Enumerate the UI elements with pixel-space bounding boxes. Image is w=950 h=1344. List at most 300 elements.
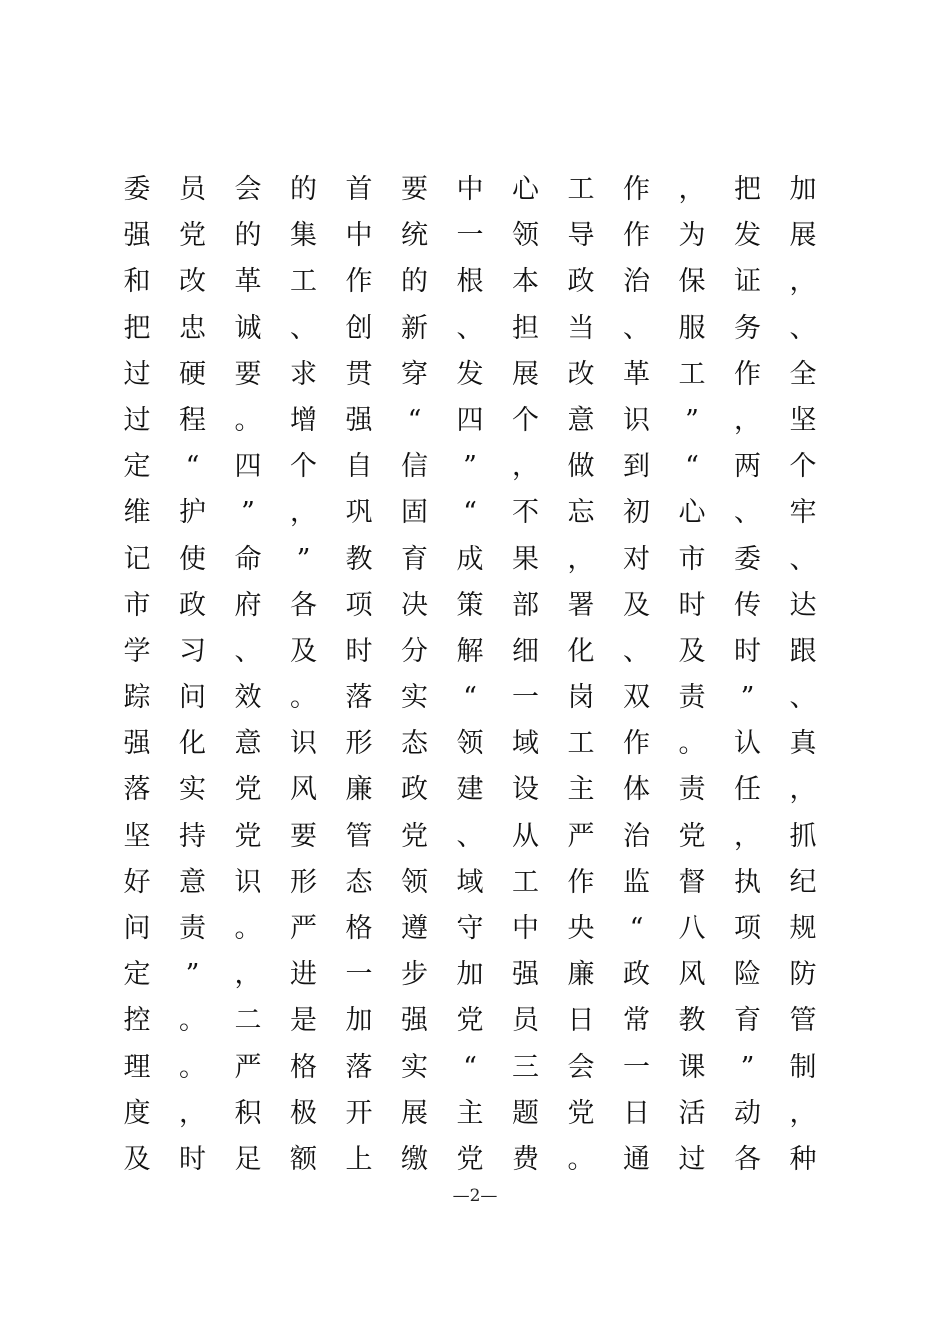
text-char: ” <box>740 682 755 714</box>
text-char: 解 <box>456 635 484 667</box>
text-char: 态 <box>401 728 428 760</box>
text-char: 政 <box>623 959 650 991</box>
text-char: 落 <box>123 774 151 806</box>
text-char: 种 <box>789 1143 817 1175</box>
text-char: 八 <box>678 913 706 944</box>
text-char: 各 <box>734 1143 761 1175</box>
text-char: 治 <box>623 820 650 852</box>
text-char: 四 <box>234 451 262 483</box>
text-char: 、 <box>789 312 817 344</box>
text-char: 习 <box>179 635 206 667</box>
text-char: 维 <box>123 497 151 529</box>
text-char: 保 <box>678 266 706 298</box>
text-char: 责 <box>678 682 706 714</box>
text-char: “ <box>629 913 644 944</box>
text-char: 府 <box>234 589 262 621</box>
text-char: “ <box>185 451 200 483</box>
text-char: 心 <box>678 497 706 529</box>
text-char: 作 <box>623 728 650 760</box>
text-char: 实 <box>401 682 428 714</box>
text-char: 穿 <box>401 358 428 390</box>
text-char: 心 <box>512 174 539 205</box>
text-char: ， <box>179 1097 206 1129</box>
text-char: 固 <box>401 497 428 529</box>
text-char: 中 <box>456 174 484 205</box>
text-char: 主 <box>567 774 595 806</box>
text-char: 问 <box>179 682 206 714</box>
text-char: 规 <box>789 913 817 944</box>
text-char: 设 <box>512 774 539 806</box>
text-char: 、 <box>234 635 262 667</box>
text-char: 领 <box>456 728 484 760</box>
text-char: 诚 <box>234 312 262 344</box>
text-char: 根 <box>456 266 484 298</box>
text-char: 命 <box>234 543 262 575</box>
text-char: 决 <box>401 589 428 621</box>
text-char: 费 <box>512 1143 539 1175</box>
text-char: 缴 <box>401 1143 428 1175</box>
text-char: 加 <box>345 1005 373 1037</box>
text-char: 。 <box>179 1005 206 1037</box>
text-char: 本 <box>512 266 539 298</box>
text-char: 一 <box>345 959 373 991</box>
text-char: 细 <box>512 635 539 667</box>
text-char: 和 <box>123 266 151 298</box>
text-char: 个 <box>512 404 539 436</box>
text-char: 策 <box>456 589 484 621</box>
text-char: 遵 <box>401 913 428 944</box>
text-char: 统 <box>401 220 428 252</box>
text-char: 过 <box>123 404 151 436</box>
text-char: 强 <box>345 404 373 436</box>
text-char: 一 <box>456 220 484 252</box>
text-char: ” <box>241 497 255 529</box>
text-char: 强 <box>512 959 539 991</box>
text-char: 域 <box>512 728 539 760</box>
text-char: 岗 <box>567 682 595 714</box>
text-char: 委 <box>123 174 151 205</box>
text-char: 实 <box>401 1051 428 1083</box>
text-char: 时 <box>345 635 373 667</box>
text-char: 建 <box>456 774 484 806</box>
text-char: 发 <box>734 220 761 252</box>
text-char: 展 <box>789 220 817 252</box>
text-char: 严 <box>567 820 595 852</box>
text-char: 中 <box>512 913 539 944</box>
text-char: 化 <box>567 635 595 667</box>
text-char: 格 <box>290 1051 317 1083</box>
text-char: 强 <box>123 220 151 252</box>
text-char: 从 <box>512 820 539 852</box>
text-char: 政 <box>401 774 428 806</box>
text-char: 护 <box>179 497 206 529</box>
text-char: 时 <box>678 589 706 621</box>
text-char: 意 <box>567 404 595 436</box>
text-char: ， <box>789 774 817 806</box>
text-char: 问 <box>123 913 151 944</box>
text-char: 一 <box>512 682 539 714</box>
text-char: 革 <box>623 358 650 390</box>
text-line <box>110 259 830 305</box>
text-char: 信 <box>401 451 428 483</box>
text-char: 初 <box>623 497 650 529</box>
text-char: 足 <box>234 1143 262 1175</box>
text-char: 课 <box>678 1051 706 1083</box>
text-char: ， <box>290 497 317 529</box>
text-line <box>110 583 830 629</box>
text-line <box>110 721 830 767</box>
text-char: 改 <box>567 358 595 390</box>
text-char: 动 <box>734 1097 761 1129</box>
text-char: 政 <box>179 589 206 621</box>
text-char: ， <box>734 404 761 436</box>
text-char: 证 <box>734 266 761 298</box>
text-char: 集 <box>290 220 317 252</box>
text-char: 意 <box>234 728 262 760</box>
text-char: 认 <box>734 728 761 760</box>
text-char: 政 <box>567 266 595 298</box>
text-char: 、 <box>456 312 484 344</box>
text-char: 题 <box>512 1097 539 1129</box>
text-line <box>110 998 830 1044</box>
text-char: 记 <box>123 543 151 575</box>
text-char: 领 <box>401 866 428 898</box>
text-char: 教 <box>345 543 373 575</box>
text-char: 果 <box>512 543 539 575</box>
text-char: 及 <box>290 635 317 667</box>
text-char: ” <box>740 1051 755 1083</box>
text-char: 作 <box>623 174 650 205</box>
text-char: 一 <box>623 1051 650 1083</box>
text-char: 硬 <box>179 358 206 390</box>
text-char: 额 <box>290 1143 317 1175</box>
text-char: 、 <box>789 543 817 575</box>
text-char: 党 <box>456 1005 484 1037</box>
text-char: 制 <box>789 1051 817 1083</box>
text-char: 贯 <box>345 358 373 390</box>
text-char: 加 <box>456 959 484 991</box>
text-char: 化 <box>179 728 206 760</box>
text-char: 廉 <box>567 959 595 991</box>
body-text <box>110 167 830 1183</box>
text-char: “ <box>685 451 699 483</box>
text-char: 态 <box>345 866 373 898</box>
text-char: 求 <box>290 358 317 390</box>
text-char: 成 <box>456 543 484 575</box>
text-line <box>110 1137 830 1183</box>
text-char: 持 <box>179 820 206 852</box>
text-char: 极 <box>290 1097 317 1129</box>
text-char: 严 <box>234 1051 262 1083</box>
text-char: ， <box>512 451 539 483</box>
text-char: 。 <box>234 913 262 944</box>
text-char: 党 <box>567 1097 595 1129</box>
text-char: 落 <box>345 682 373 714</box>
text-char: 步 <box>401 959 428 991</box>
text-char: 好 <box>123 866 151 898</box>
text-char: 体 <box>623 774 650 806</box>
text-char: 过 <box>123 358 151 390</box>
text-char: 险 <box>734 959 761 991</box>
text-char: 抓 <box>789 820 817 852</box>
text-line <box>110 167 830 213</box>
text-char: 任 <box>734 774 761 806</box>
text-char: 形 <box>345 728 373 760</box>
text-char: 把 <box>734 174 761 205</box>
text-line <box>110 490 830 536</box>
text-char: 定 <box>123 451 151 483</box>
text-char: 党 <box>234 774 262 806</box>
text-char: 及 <box>623 589 650 621</box>
text-line <box>110 814 830 860</box>
text-char: 严 <box>290 913 317 944</box>
text-char: “ <box>463 1051 477 1083</box>
text-char: 巩 <box>345 497 373 529</box>
text-char: ， <box>678 174 706 205</box>
text-char: 党 <box>456 1143 484 1175</box>
text-char: 党 <box>179 220 206 252</box>
text-char: ” <box>296 543 311 575</box>
text-char: 识 <box>290 728 317 760</box>
text-char: 自 <box>345 451 373 483</box>
text-char: 委 <box>734 543 761 575</box>
text-char: 服 <box>678 312 706 344</box>
text-char: 作 <box>623 220 650 252</box>
text-char: 日 <box>623 1097 650 1129</box>
text-char: 形 <box>290 866 317 898</box>
text-char: 风 <box>290 774 317 806</box>
text-char: 域 <box>456 866 484 898</box>
text-char: ， <box>734 820 761 852</box>
text-char: 管 <box>345 820 373 852</box>
text-char: 担 <box>512 312 539 344</box>
text-char: 发 <box>456 358 484 390</box>
text-char: “ <box>463 682 477 714</box>
text-line <box>110 537 830 583</box>
text-char: 务 <box>734 312 761 344</box>
text-char: 增 <box>290 404 317 436</box>
text-char: 积 <box>234 1097 262 1129</box>
text-char: 进 <box>290 959 317 991</box>
page-number: —2— <box>452 1186 498 1206</box>
text-char: 定 <box>123 959 151 991</box>
text-char: 领 <box>512 220 539 252</box>
text-char: 的 <box>401 266 428 298</box>
text-char: 导 <box>567 220 595 252</box>
text-char: 、 <box>623 635 650 667</box>
text-line <box>110 444 830 490</box>
text-char: ” <box>185 959 200 991</box>
text-char: 时 <box>734 635 761 667</box>
text-char: 创 <box>345 312 373 344</box>
text-char: 当 <box>567 312 595 344</box>
text-char: 二 <box>234 1005 262 1037</box>
text-char: ， <box>789 1097 817 1129</box>
text-char: 实 <box>179 774 206 806</box>
text-char: 理 <box>123 1051 151 1083</box>
text-char: 坚 <box>789 404 817 436</box>
text-char: “ <box>463 497 477 529</box>
text-line <box>110 1045 830 1091</box>
text-line <box>110 906 830 952</box>
text-char: 廉 <box>345 774 373 806</box>
text-char: 市 <box>678 543 706 575</box>
text-char: 、 <box>789 682 817 714</box>
text-char: 项 <box>734 913 761 944</box>
text-char: 要 <box>290 820 317 852</box>
text-char: 做 <box>567 451 595 483</box>
text-char: 意 <box>179 866 206 898</box>
text-char: 员 <box>179 174 206 205</box>
text-char: 把 <box>123 312 151 344</box>
text-char: 、 <box>456 820 484 852</box>
text-char: 工 <box>512 866 539 898</box>
text-char: 时 <box>179 1143 206 1175</box>
text-char: 工 <box>567 174 595 205</box>
text-char: 。 <box>678 728 706 760</box>
text-char: 央 <box>567 913 595 944</box>
text-char: 开 <box>345 1097 373 1129</box>
text-line <box>110 1091 830 1137</box>
text-char: 落 <box>345 1051 373 1083</box>
text-char: ， <box>567 543 595 575</box>
text-char: 双 <box>623 682 650 714</box>
text-char: 工 <box>567 728 595 760</box>
text-char: 首 <box>345 174 373 205</box>
text-char: 忠 <box>179 312 206 344</box>
text-char: 坚 <box>123 820 151 852</box>
text-char: 党 <box>401 820 428 852</box>
text-char: 牢 <box>789 497 817 529</box>
text-char: 的 <box>234 220 262 252</box>
text-char: ” <box>463 451 477 483</box>
text-char: 作 <box>734 358 761 390</box>
text-char: 个 <box>290 451 317 483</box>
text-char: 育 <box>734 1005 761 1037</box>
text-char: 作 <box>345 266 373 298</box>
text-char: 三 <box>512 1051 539 1083</box>
text-char: 、 <box>290 312 317 344</box>
text-char: 分 <box>401 635 428 667</box>
text-char: 要 <box>401 174 428 205</box>
text-line <box>110 352 830 398</box>
text-char: 达 <box>789 589 817 621</box>
text-char: 改 <box>179 266 206 298</box>
text-char: 新 <box>401 312 428 344</box>
text-line <box>110 306 830 352</box>
text-char: 为 <box>678 220 706 252</box>
text-char: 员 <box>512 1005 539 1037</box>
text-char: “ <box>407 404 422 436</box>
text-char: 。 <box>290 682 317 714</box>
text-char: 防 <box>789 959 817 991</box>
text-char: 。 <box>234 404 262 436</box>
text-char: 展 <box>401 1097 428 1129</box>
text-char: 真 <box>789 728 817 760</box>
text-char: ” <box>685 404 699 436</box>
text-char: 的 <box>290 174 317 205</box>
text-char: 风 <box>678 959 706 991</box>
text-char: 教 <box>678 1005 706 1037</box>
text-char: ， <box>234 959 262 991</box>
text-char: 加 <box>789 174 817 205</box>
text-char: 忘 <box>567 497 595 529</box>
text-char: 识 <box>623 404 650 436</box>
text-char: 党 <box>234 820 262 852</box>
text-char: 及 <box>123 1143 151 1175</box>
text-char: 传 <box>734 589 761 621</box>
text-char: 执 <box>734 866 761 898</box>
text-char: 项 <box>345 589 373 621</box>
text-char: 强 <box>401 1005 428 1037</box>
text-char: 责 <box>678 774 706 806</box>
text-char: 。 <box>567 1143 595 1175</box>
text-char: 控 <box>123 1005 151 1037</box>
text-line <box>110 952 830 998</box>
text-char: 责 <box>179 913 206 944</box>
text-char: 管 <box>789 1005 817 1037</box>
text-char: 工 <box>290 266 317 298</box>
text-char: 日 <box>567 1005 595 1037</box>
text-char: 个 <box>789 451 817 483</box>
text-char: 督 <box>678 866 706 898</box>
text-char: 展 <box>512 358 539 390</box>
text-char: 治 <box>623 266 650 298</box>
text-char: 部 <box>512 589 539 621</box>
text-char: 使 <box>179 543 206 575</box>
text-char: 市 <box>123 589 151 621</box>
text-char: 及 <box>678 635 706 667</box>
text-line <box>110 675 830 721</box>
text-char: 作 <box>567 866 595 898</box>
text-char: 会 <box>234 174 262 205</box>
text-char: 通 <box>623 1143 650 1175</box>
text-char: 党 <box>678 820 706 852</box>
text-char: 过 <box>678 1143 706 1175</box>
text-char: 监 <box>623 866 650 898</box>
text-char: 四 <box>456 404 484 436</box>
text-char: 工 <box>678 358 706 390</box>
text-char: ， <box>789 266 817 298</box>
text-line <box>110 860 830 906</box>
text-char: 是 <box>290 1005 317 1037</box>
text-char: 会 <box>567 1051 595 1083</box>
text-char: 、 <box>623 312 650 344</box>
text-char: 革 <box>234 266 262 298</box>
text-char: 对 <box>623 543 650 575</box>
text-char: 、 <box>734 497 761 529</box>
text-char: 程 <box>179 404 206 436</box>
text-char: 要 <box>234 358 262 390</box>
text-char: 守 <box>456 913 484 944</box>
text-char: 跟 <box>789 635 817 667</box>
text-char: 常 <box>623 1005 650 1037</box>
text-char: 育 <box>401 543 428 575</box>
text-char: 上 <box>345 1143 373 1175</box>
text-line <box>110 767 830 813</box>
text-char: 识 <box>234 866 262 898</box>
text-char: 署 <box>567 589 595 621</box>
text-char: 到 <box>623 451 650 483</box>
text-char: 纪 <box>789 866 817 898</box>
text-char: 全 <box>789 358 817 390</box>
text-char: 格 <box>345 913 373 944</box>
text-char: 。 <box>179 1051 206 1083</box>
text-line <box>110 213 830 259</box>
text-char: 各 <box>290 589 317 621</box>
text-char: 踪 <box>123 682 151 714</box>
text-char: 不 <box>512 497 539 529</box>
